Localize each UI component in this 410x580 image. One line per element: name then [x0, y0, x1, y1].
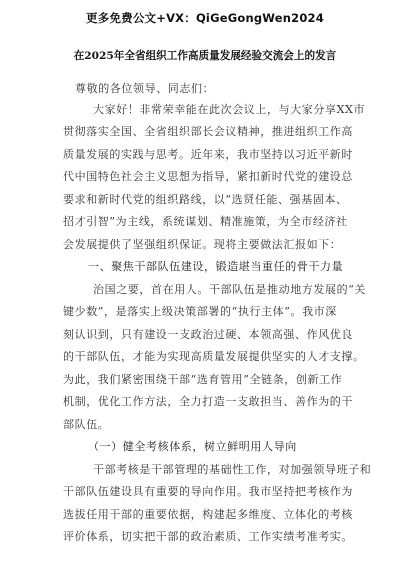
paragraph-line: 大家好！非常荣幸能在此次会议上，与大家分享XX市	[93, 103, 366, 116]
paragraph-line: 机制，优化工作方法，全力打造一支敢担当、善作为的干	[63, 395, 353, 408]
paragraph-line: 的干部队伍，才能为实现高质量发展提供坚实的人才支撑。	[63, 350, 365, 363]
paragraph-line: 招才引智”为主线，系统谋划、精准施策，为全市经济社	[63, 215, 348, 228]
subsection-heading: （一）健全考核体系，树立鲜明用人导向	[88, 440, 297, 453]
paragraph-line: 选拔任用干部的重要依据，构建起多维度、立体化的考核	[63, 508, 353, 521]
paragraph-line: 评价体系，切实把干部的政治素质、工作实绩考准考实。	[63, 530, 353, 543]
paragraph-line: 贯彻落实全国、全省组织部长会议精神，推进组织工作高	[63, 125, 353, 138]
section-heading: 一、聚焦干部队伍建设，锻造堪当重任的骨干力量	[88, 260, 344, 273]
paragraph-line: 为此，我们紧密围绕干部“选育管用”全链条，创新工作	[63, 373, 343, 386]
paragraph-line: 会发展提供了坚强组织保证。现将主要做法汇报如下：	[63, 238, 342, 251]
document-title: 在2025年全省组织工作高质量发展经验交流会上的发言	[73, 50, 337, 62]
paragraph-line: 刻认识到，只有建设一支政治过硬、本领高强、作风优良	[63, 328, 353, 341]
salutation: 尊敬的各位领导、同志们：	[75, 82, 215, 95]
paragraph-line: 要求和新时代党的组织路线，以“选贤任能、强基固本、	[63, 193, 348, 206]
paragraph-line: 部队伍。	[63, 418, 110, 431]
paragraph-line: 代中国特色社会主义思想为指导，紧扣新时代党的建设总	[63, 170, 353, 183]
paragraph-line: 干部考核是干部管理的基础性工作，对加强领导班子和	[93, 463, 372, 476]
promo-header: 更多免费公文+VX：QiGeGongWen2024	[86, 11, 324, 25]
paragraph-line: 干部队伍建设具有重要的导向作用。我市坚持把考核作为	[63, 485, 353, 498]
paragraph-line: 键少数”，是落实上级决策部署的“执行主体”。我市深	[63, 305, 337, 318]
paragraph-line: 治国之要，首在用人。干部队伍是推动地方发展的“关	[93, 283, 367, 296]
paragraph-line: 质量发展的实践与思考。近年来，我市坚持以习近平新时	[63, 148, 353, 161]
